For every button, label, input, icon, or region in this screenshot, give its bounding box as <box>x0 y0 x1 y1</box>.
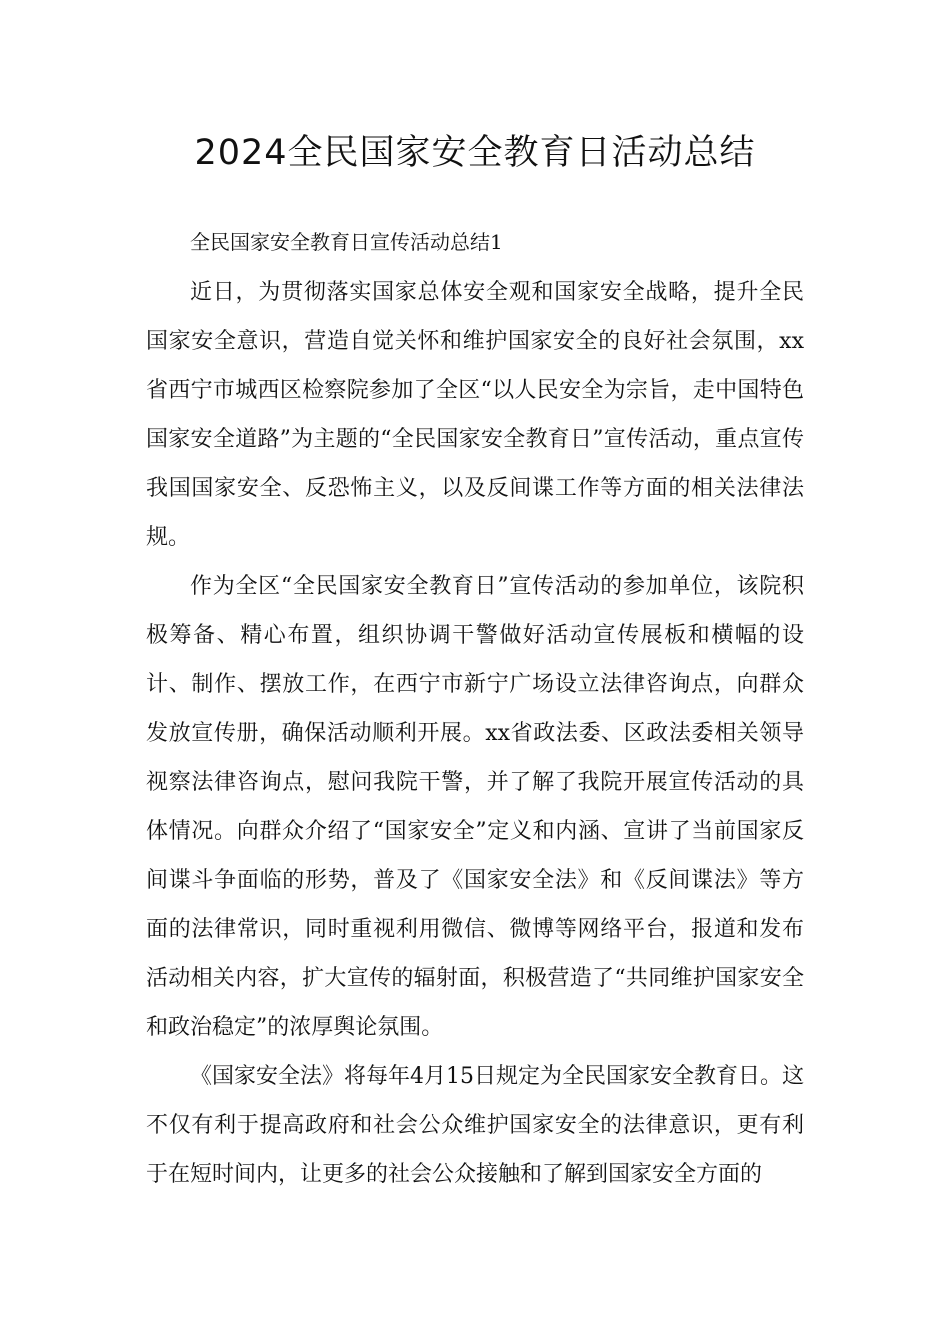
section-subtitle: 全民国家安全教育日宣传活动总结1 <box>190 230 503 254</box>
body-paragraph-1: 近日，为贯彻落实国家总体安全观和国家安全战略，提升全民国家安全意识，营造自觉关怀和维护国家安全的良好社会氛围，xx省西宁市城西区检察院参加了全区“以人民安全为宗旨，走中国特色国家安全道路”为主题的“全民国家安全教育日”宣传活动，重点宣传我国国家安全、反恐怖主义，以及反间谍工作等方面的相关法律法规。 <box>146 280 804 550</box>
body-paragraph-2: 作为全区“全民国家安全教育日”宣传活动的参加单位，该院积极筹备、精心布置，组织协调干警做好活动宣传展板和横幅的设计、制作、摆放工作，在西宁市新宁广场设立法律咨询点，向群众发放宣传册，确保活动顺利开展。xx省政法委、区政法委相关领导视察法律咨询点，慰问我院干警，并了解了我院开展宣传活动的具体情况。向群众介绍了“国家安全”定义和内涵、宣讲了当前国家反间谍斗争面临的形势，普及了《国家安全法》和《反间谍法》等方面的法律常识，同时重视利用微信、微博等网络平台，报道和发布活动相关内容，扩大宣传的辐射面，积极营造了“共同维护国家安全和政治稳定”的浓厚舆论氛围。 <box>146 574 804 1040</box>
document-title: 2024全民国家安全教育日活动总结 <box>194 133 756 173</box>
body-paragraph-3: 《国家安全法》将每年4月15日规定为全民国家安全教育日。这不仅有利于提高政府和社会公众维护国家安全的法律意识，更有利于在短时间内，让更多的社会公众接触和了解到国家安全方面的 <box>146 1064 804 1187</box>
